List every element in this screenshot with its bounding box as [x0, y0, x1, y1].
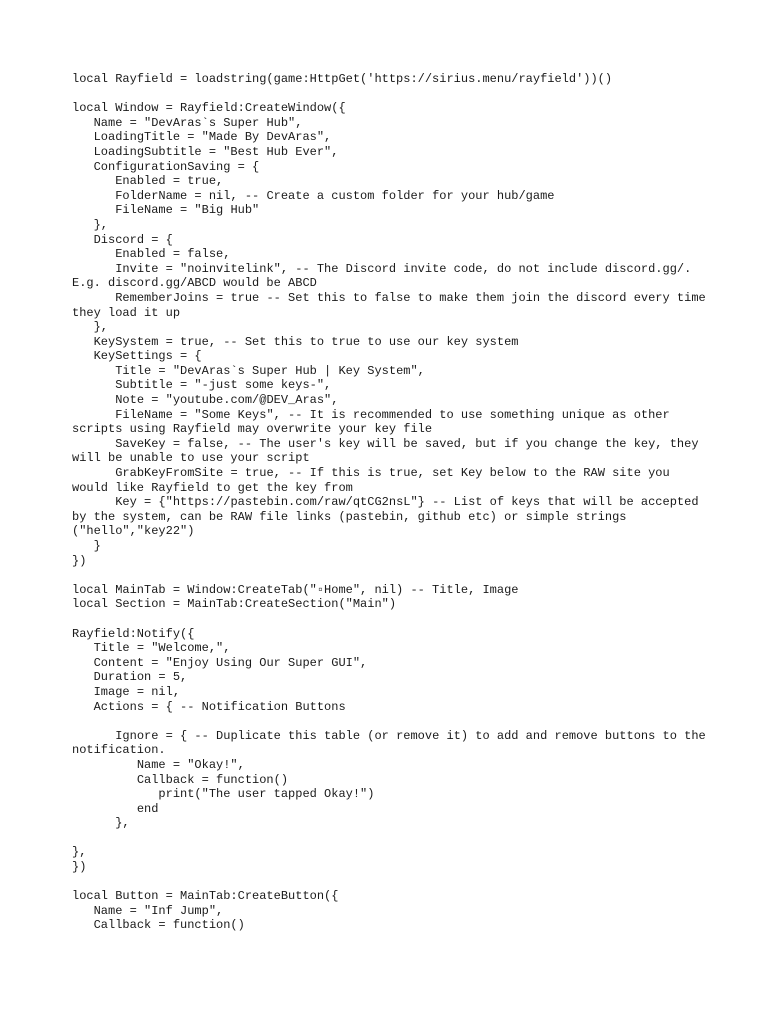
code-line: })	[72, 553, 87, 568]
code-line: Enabled = false,	[72, 247, 231, 262]
code-line: Title = "Welcome,",	[72, 641, 231, 656]
code-line: Discord = {	[72, 232, 173, 247]
code-line: Callback = function()	[72, 918, 245, 933]
code-line: LoadingTitle = "Made By DevAras",	[72, 130, 332, 145]
code-line: Subtitle = "-just some keys-",	[72, 378, 332, 393]
code-line: SaveKey = false, -- The user's key will be saved, but if you change the key, they will be unable to use your script	[72, 436, 706, 466]
code-line: Actions = { -- Notification Buttons	[72, 699, 346, 714]
code-line: local Section = MainTab:CreateSection("Main")	[72, 597, 397, 612]
code-line: print("The user tapped Okay!")	[72, 787, 375, 802]
code-line: Title = "DevAras`s Super Hub | Key System",	[72, 363, 425, 378]
code-line: Name = "Inf Jump",	[72, 903, 224, 918]
code-line: ConfigurationSaving = {	[72, 159, 260, 174]
code-line: LoadingSubtitle = "Best Hub Ever",	[72, 144, 339, 159]
code-block	[72, 72, 712, 933]
code-line: Rayfield:Notify({	[72, 626, 195, 641]
code-line: Invite = "noinvitelink", -- The Discord invite code, do not include discord.gg/. E.g. discord.gg/ABCD would be ABCD	[72, 261, 699, 291]
code-line: },	[72, 217, 109, 232]
code-line	[72, 87, 712, 102]
code-line	[72, 714, 712, 729]
code-line: FolderName = nil, -- Create a custom folder for your hub/game	[72, 188, 555, 203]
code-line: local Button = MainTab:CreateButton({	[72, 889, 339, 904]
code-line: local Rayfield = loadstring(game:HttpGet('https://sirius.menu/rayfield'))()	[72, 72, 613, 86]
code-line	[72, 875, 712, 890]
code-line: }	[72, 539, 101, 553]
code-line: KeySystem = true, -- Set this to true to use our key system	[72, 334, 519, 349]
code-line: },	[72, 816, 130, 831]
code-line	[72, 831, 712, 846]
code-line	[72, 568, 712, 583]
code-line: FileName = "Some Keys", -- It is recommended to use something unique as other scripts using Rayfield may overwrite your key file	[72, 407, 677, 437]
code-line	[72, 612, 712, 627]
code-line: Name = "Okay!",	[72, 757, 245, 772]
code-line: KeySettings = {	[72, 349, 202, 364]
code-line: Name = "DevAras`s Super Hub",	[72, 115, 303, 130]
code-line: FileName = "Big Hub"	[72, 203, 260, 218]
code-line: Content = "Enjoy Using Our Super GUI",	[72, 655, 368, 670]
code-line: Duration = 5,	[72, 670, 188, 685]
code-line: end	[72, 801, 159, 816]
code-line: Callback = function()	[72, 772, 289, 787]
code-line: GrabKeyFromSite = true, -- If this is true, set Key below to the RAW site you would like Rayfield to get the key from	[72, 466, 677, 495]
code-line: RememberJoins = true -- Set this to false to make them join the discord every time they load it up	[72, 290, 713, 320]
code-line: Note = "youtube.com/@DEV_Aras",	[72, 393, 339, 408]
code-line: },	[72, 320, 109, 335]
code-line: Ignore = { -- Duplicate this table (or remove it) to add and remove buttons to the notification.	[72, 728, 713, 758]
code-line: local Window = Rayfield:CreateWindow({	[72, 101, 346, 116]
code-line: Image = nil,	[72, 684, 181, 699]
code-line: Key = {"https://pastebin.com/raw/qtCG2nsL"} -- List of keys that will be accepted by the system, can be RAW file links (pastebin, github etc) or simple strings ("hello","key22")	[72, 495, 706, 539]
code-line: Enabled = true,	[72, 174, 224, 189]
code-line: })	[72, 860, 87, 875]
code-line: local MainTab = Window:CreateTab("▫Home", nil) -- Title, Image	[72, 582, 519, 597]
code-line: },	[72, 845, 87, 860]
